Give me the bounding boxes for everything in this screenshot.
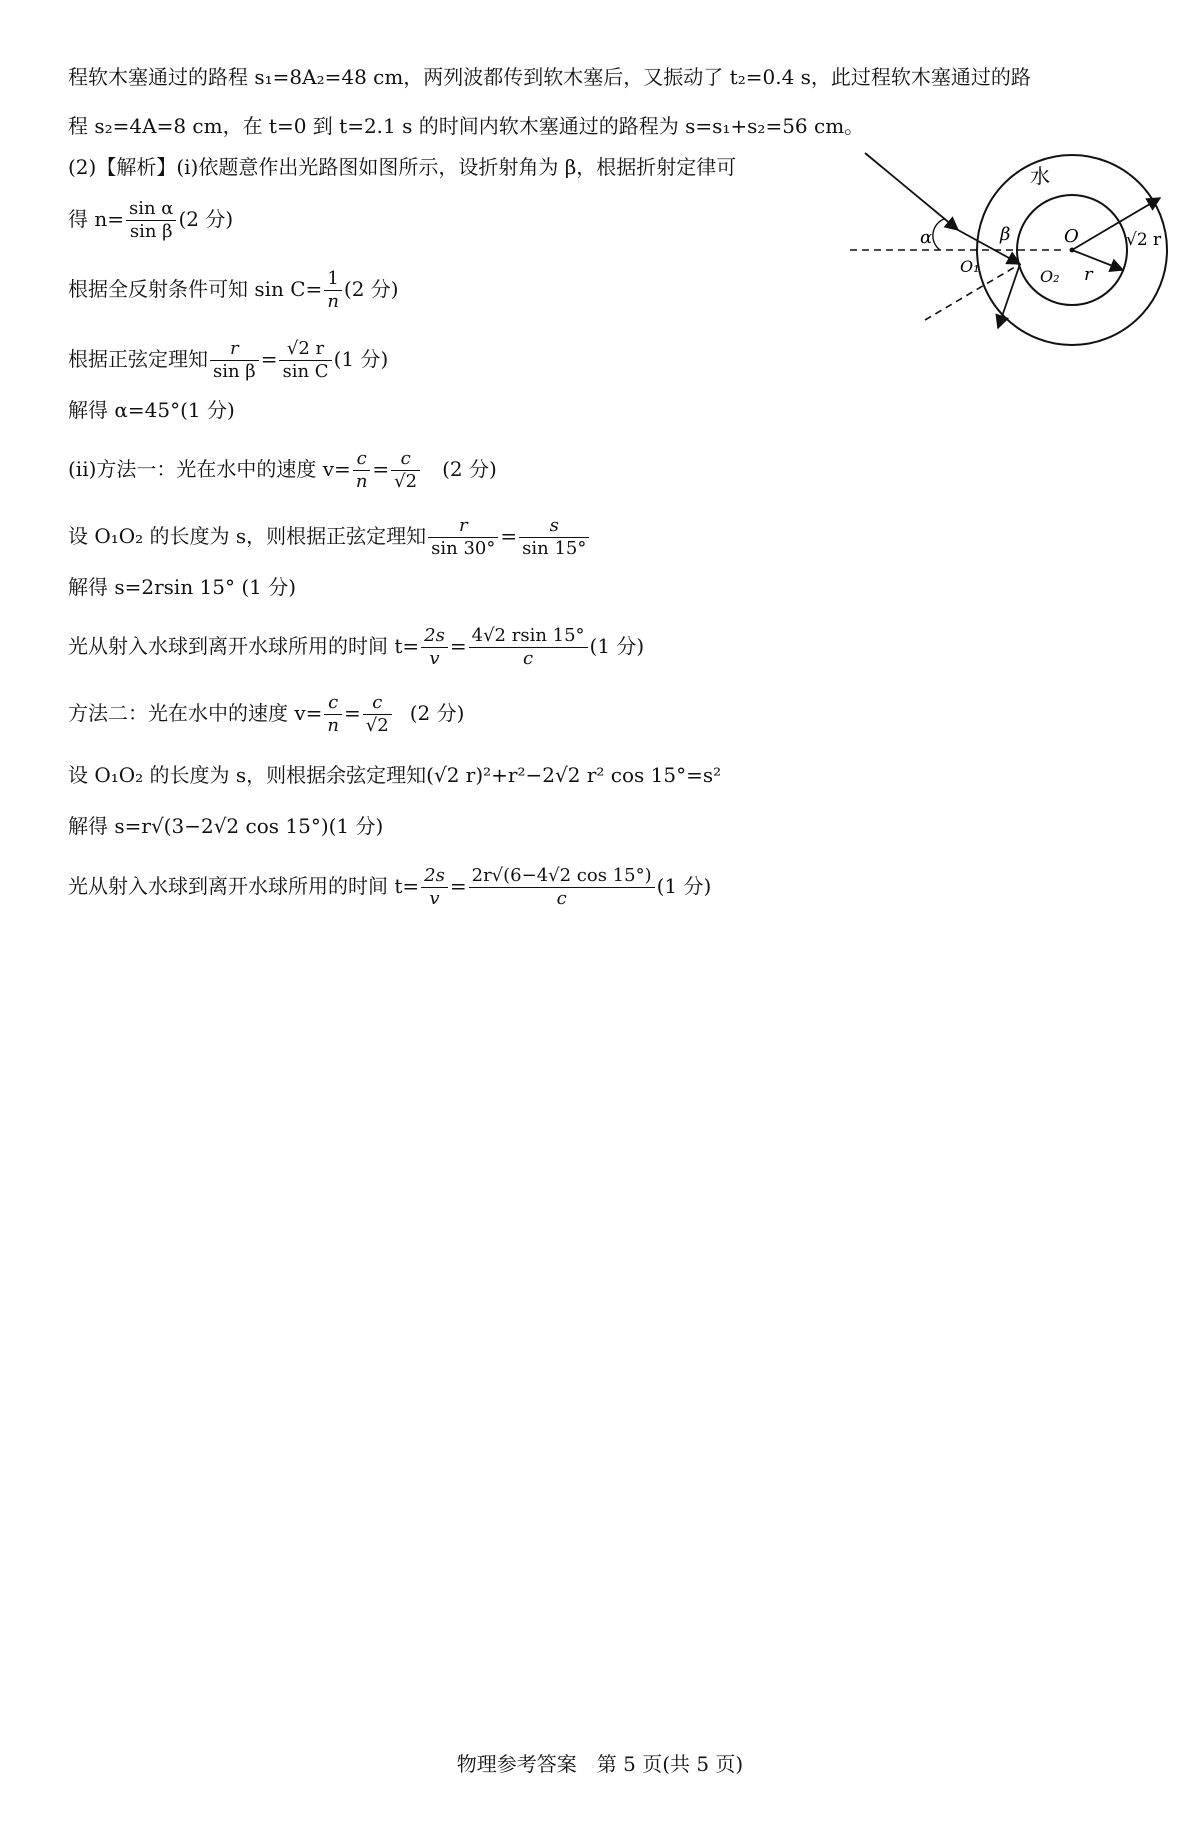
fraction <box>391 448 420 493</box>
eq-prefix: 根据全反射条件可知 sin C= <box>68 277 323 301</box>
reflected-ray <box>998 264 1020 328</box>
denominator: c <box>556 888 567 909</box>
denominator: c <box>523 648 534 669</box>
denominator: sin C <box>282 361 329 382</box>
eq-prefix: 光从射入水球到离开水球所用的时间 t= <box>68 874 420 898</box>
fraction <box>469 865 655 910</box>
label-outer-r: √2 r <box>1126 230 1162 250</box>
eq-suffix: (2 分) <box>409 701 465 725</box>
eq-suffix: (1 分) <box>333 347 389 371</box>
numerator: 2s <box>421 625 448 648</box>
equation-refraction <box>68 198 233 243</box>
numerator: 2r√(6−4√2 cos 15°) <box>469 865 655 888</box>
equation-time-method2 <box>68 865 711 910</box>
equation-time-method1 <box>68 625 644 670</box>
denominator: sin β <box>129 221 173 242</box>
fraction <box>126 198 176 243</box>
eq-equals: = <box>260 347 278 371</box>
denominator: sin β <box>213 361 256 382</box>
numerator: 2s <box>421 865 448 888</box>
numerator: s <box>519 515 589 538</box>
denominator: n <box>327 715 340 736</box>
fraction <box>421 625 448 670</box>
eq-prefix: (ii)方法一：光在水中的速度 v= <box>68 457 351 481</box>
eq-prefix: 方法二：光在水中的速度 v= <box>68 701 323 725</box>
fraction <box>519 515 589 560</box>
light-path-diagram <box>850 150 1180 360</box>
eq-prefix: 设 O₁O₂ 的长度为 s，则根据正弦定理知 <box>68 524 427 548</box>
text-line-cosine-law: 设 O₁O₂ 的长度为 s，则根据余弦定理知(√2 r)²+r²−2√2 r² cos 15°=s² <box>68 763 722 787</box>
incident-ray <box>865 153 958 230</box>
denominator: v <box>429 888 440 909</box>
eq-equals: = <box>500 524 518 548</box>
numerator: √2 r <box>279 338 331 361</box>
radius-r <box>1072 250 1123 270</box>
equation-sine-law <box>68 338 388 383</box>
denominator: sin 15° <box>522 538 587 559</box>
equation-speed-method2 <box>68 692 464 737</box>
denominator: √2 <box>365 715 389 736</box>
numerator: c <box>363 692 392 715</box>
eq-equals: = <box>449 634 467 658</box>
eq-suffix: (2 分) <box>178 207 234 231</box>
numerator: r <box>210 338 259 361</box>
label-beta: β <box>1000 224 1011 245</box>
eq-equals: = <box>344 701 361 725</box>
label-o2: O₂ <box>1040 267 1060 286</box>
eq-suffix: (1 分) <box>589 634 645 658</box>
text-line-alpha: 解得 α=45°(1 分) <box>68 398 235 422</box>
label-o1: O₁ <box>960 257 980 276</box>
label-r: r <box>1084 264 1093 285</box>
denominator: n <box>355 471 368 492</box>
denominator: sin 30° <box>431 538 496 559</box>
denominator: √2 <box>394 471 418 492</box>
text-line-3: (2)【解析】(i)依题意作出光路图如图所示，设折射角为 β，根据折射定律可 <box>68 155 737 179</box>
alpha-arc <box>933 219 944 250</box>
equation-speed-method1 <box>68 448 497 493</box>
fraction <box>210 338 259 383</box>
numerator: c <box>391 448 420 471</box>
eq-suffix: (2 分) <box>343 277 399 301</box>
text-line-s1: 解得 s=2rsin 15° (1 分) <box>68 575 297 599</box>
denominator: v <box>429 648 440 669</box>
center-dot <box>1070 248 1075 253</box>
page-footer: 物理参考答案 第 5 页(共 5 页) <box>456 1752 744 1776</box>
text-line-s2: 解得 s=r√(3−2√2 cos 15°)(1 分) <box>68 814 384 838</box>
numerator: c <box>324 692 342 715</box>
eq-prefix: 得 n= <box>68 207 124 231</box>
fraction <box>469 625 588 670</box>
fraction <box>324 268 342 313</box>
numerator: r <box>428 515 498 538</box>
equation-sine-law-2 <box>68 515 591 560</box>
eq-suffix: (2 分) <box>442 457 497 481</box>
eq-prefix: 光从射入水球到离开水球所用的时间 t= <box>68 634 420 658</box>
text-line-2: 程 s₂=4A=8 cm，在 t=0 到 t=2.1 s 的时间内软木塞通过的路程为 s=s₁+s₂=56 cm。 <box>68 114 865 138</box>
fraction <box>324 692 342 737</box>
numerator: 1 <box>324 268 342 291</box>
eq-suffix: (1 分) <box>656 874 712 898</box>
fraction <box>421 865 448 910</box>
fraction <box>363 692 392 737</box>
text-line-1: 程软木塞通过的路程 s₁=8A₂=48 cm，两列波都传到软木塞后，又振动了 t₂=0.4 s，此过程软木塞通过的路 <box>68 65 1031 89</box>
eq-equals: = <box>449 874 467 898</box>
denominator: n <box>327 291 339 312</box>
fraction <box>279 338 331 383</box>
numerator: 4√2 rsin 15° <box>469 625 588 648</box>
equation-total-reflection <box>68 268 399 313</box>
numerator: c <box>353 448 371 471</box>
label-center: O <box>1064 226 1079 247</box>
fraction <box>353 448 371 493</box>
label-water: 水 <box>1030 164 1050 188</box>
numerator: sin α <box>126 198 176 221</box>
label-alpha: α <box>920 227 933 248</box>
eq-equals: = <box>372 457 390 481</box>
eq-prefix: 根据正弦定理知 <box>68 347 208 371</box>
fraction <box>428 515 498 560</box>
